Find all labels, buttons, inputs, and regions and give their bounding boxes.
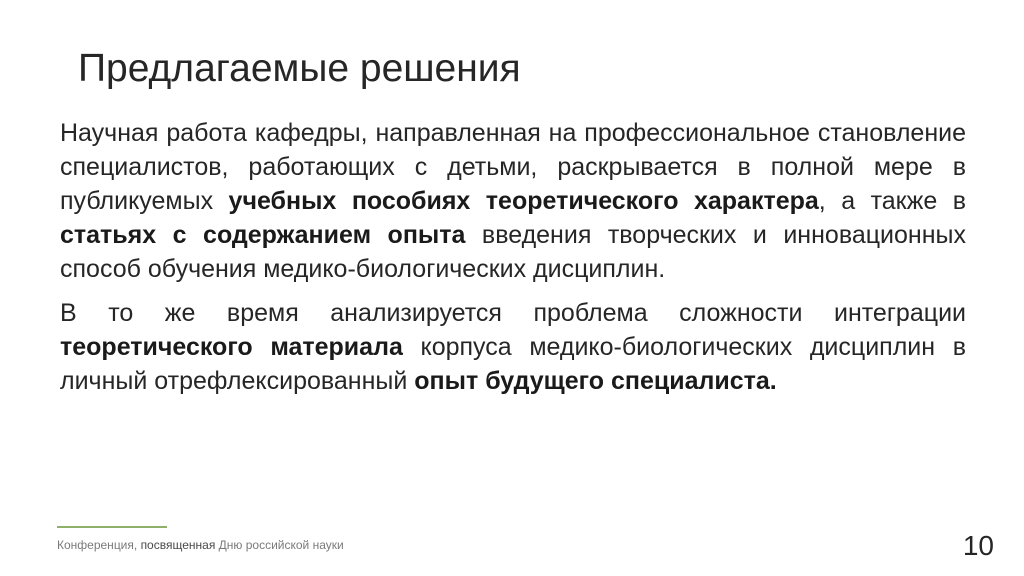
page-number: 10 [962,530,994,561]
footer-caption-part: Конференция, [57,538,141,552]
paragraph-2-bold-run: теоретического материала [60,333,403,361]
paragraph-2-run: корпуса медико-биологических дисциплин в личный отрефлексированный [60,333,966,395]
paragraph-2-run: В то же время анализируется проблема сложности интеграции [60,299,966,327]
paragraph-1-bold-run: учебных пособиях теоретического характера [228,187,819,215]
paragraph-2 [60,296,966,398]
paragraph-1-run: Научная работа кафедры, направленная на профессиональное становление специалистов, работающих с детьми, раскрывается в полной мере в публикуемых [60,119,966,215]
footer-caption-part: Дню российской науки [215,538,344,552]
slide-body [60,116,966,398]
paragraph-1 [60,116,966,286]
paragraph-1-run: , а также в [818,187,967,215]
paragraph-2-bold-run: опыт будущего специалиста. [414,367,777,395]
footer-caption-part: посвященная [140,538,216,552]
footer-caption [57,538,344,552]
slide-title: Предлагаемые решения [78,47,521,90]
footer-divider [57,526,167,528]
paragraph-1-bold-run: статьях с содержанием опыта [60,221,466,249]
paragraph-1-run: введения творческих и инновационных способ обучения медико-биологических дисциплин. [60,221,966,283]
